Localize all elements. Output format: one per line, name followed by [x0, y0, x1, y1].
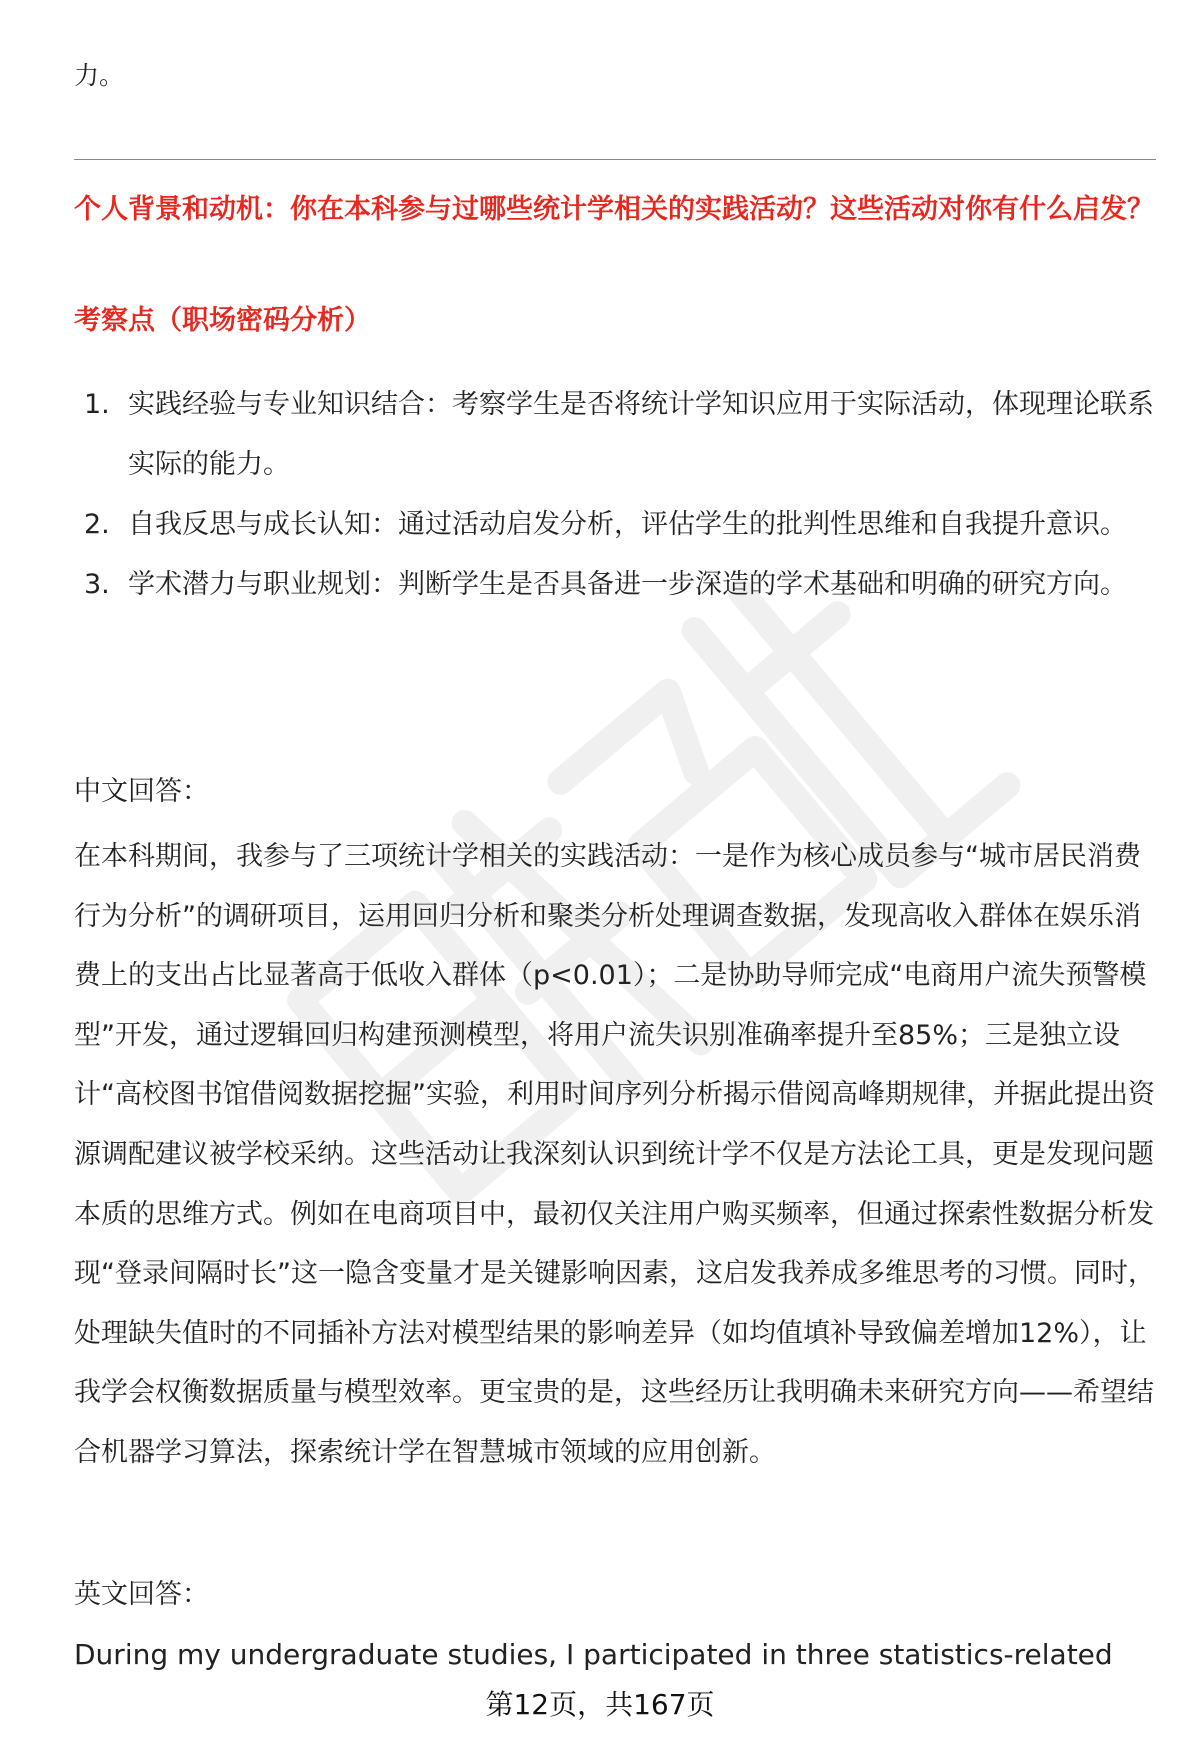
assessment-list: [74, 375, 1154, 615]
chinese-answer-label: 中文回答：: [74, 776, 209, 807]
section-divider: [74, 159, 1156, 160]
assessment-heading: 考察点（职场密码分析）: [74, 305, 371, 336]
continued-text: 力。: [74, 61, 125, 90]
page-number: 第12页，共167页: [485, 1688, 715, 1721]
item-number: 1.: [84, 389, 110, 420]
chinese-answer-text: 在本科期间，我参与了三项统计学相关的实践活动：一是作为核心成员参与“城市居民消费行为分析”的调研项目，运用回归分析和聚类分析处理调查数据，发现高收入群体在娱乐消费上的支出占比显著高于低收入群体（p<0.01）；二是协助导师完成“电商用户流失预警模型”开发，通过逻辑回归构建预测模型，将用户流失识别准确率提升至85%；三是独立设计“高校图书馆借阅数据挖掘”实验，利用时间序列分析揭示借阅高峰期规律，并据此提出资源调配建议被学校采纳。这些活动让我深刻认识到统计学不仅是方法论工具，更是发现问题本质的思维方式。例如在电商项目中，最初仅关注用户购买频率，但通过探索性数据分析发现“登录间隔时长”这一隐含变量才是关键影响因素，这启发我养成多维思考的习惯。同时，处理缺失值时的不同插补方法对模型结果的影响差异（如均值填补导致偏差增加12%），让我学会权衡数据质量与模型效率。更宝贵的是，这些经历让我明确未来研究方向——希望结合机器学习算法，探索统计学在智慧城市领域的应用创新。: [74, 841, 1155, 1468]
item-text: 实践经验与专业知识结合：考察学生是否将统计学知识应用于实际活动，体现理论联系实际的能力。: [128, 389, 1154, 480]
english-answer-label: 英文回答：: [74, 1579, 209, 1610]
question-heading: 个人背景和动机：你在本科参与过哪些统计学相关的实践活动？这些活动对你有什么启发？: [74, 194, 1154, 225]
assessment-item: [74, 495, 1154, 555]
assessment-item: [74, 375, 1154, 495]
english-answer-text: During my undergraduate studies, I participated in three statistics-related: [74, 1638, 1113, 1671]
item-number: 2.: [84, 509, 110, 540]
item-text: 自我反思与成长认知：通过活动启发分析，评估学生的批判性思维和自我提升意识。: [128, 509, 1127, 540]
assessment-item: [74, 555, 1154, 615]
item-text: 学术潜力与职业规划：判断学生是否具备进一步深造的学术基础和明确的研究方向。: [128, 569, 1127, 600]
item-number: 3.: [84, 569, 110, 600]
